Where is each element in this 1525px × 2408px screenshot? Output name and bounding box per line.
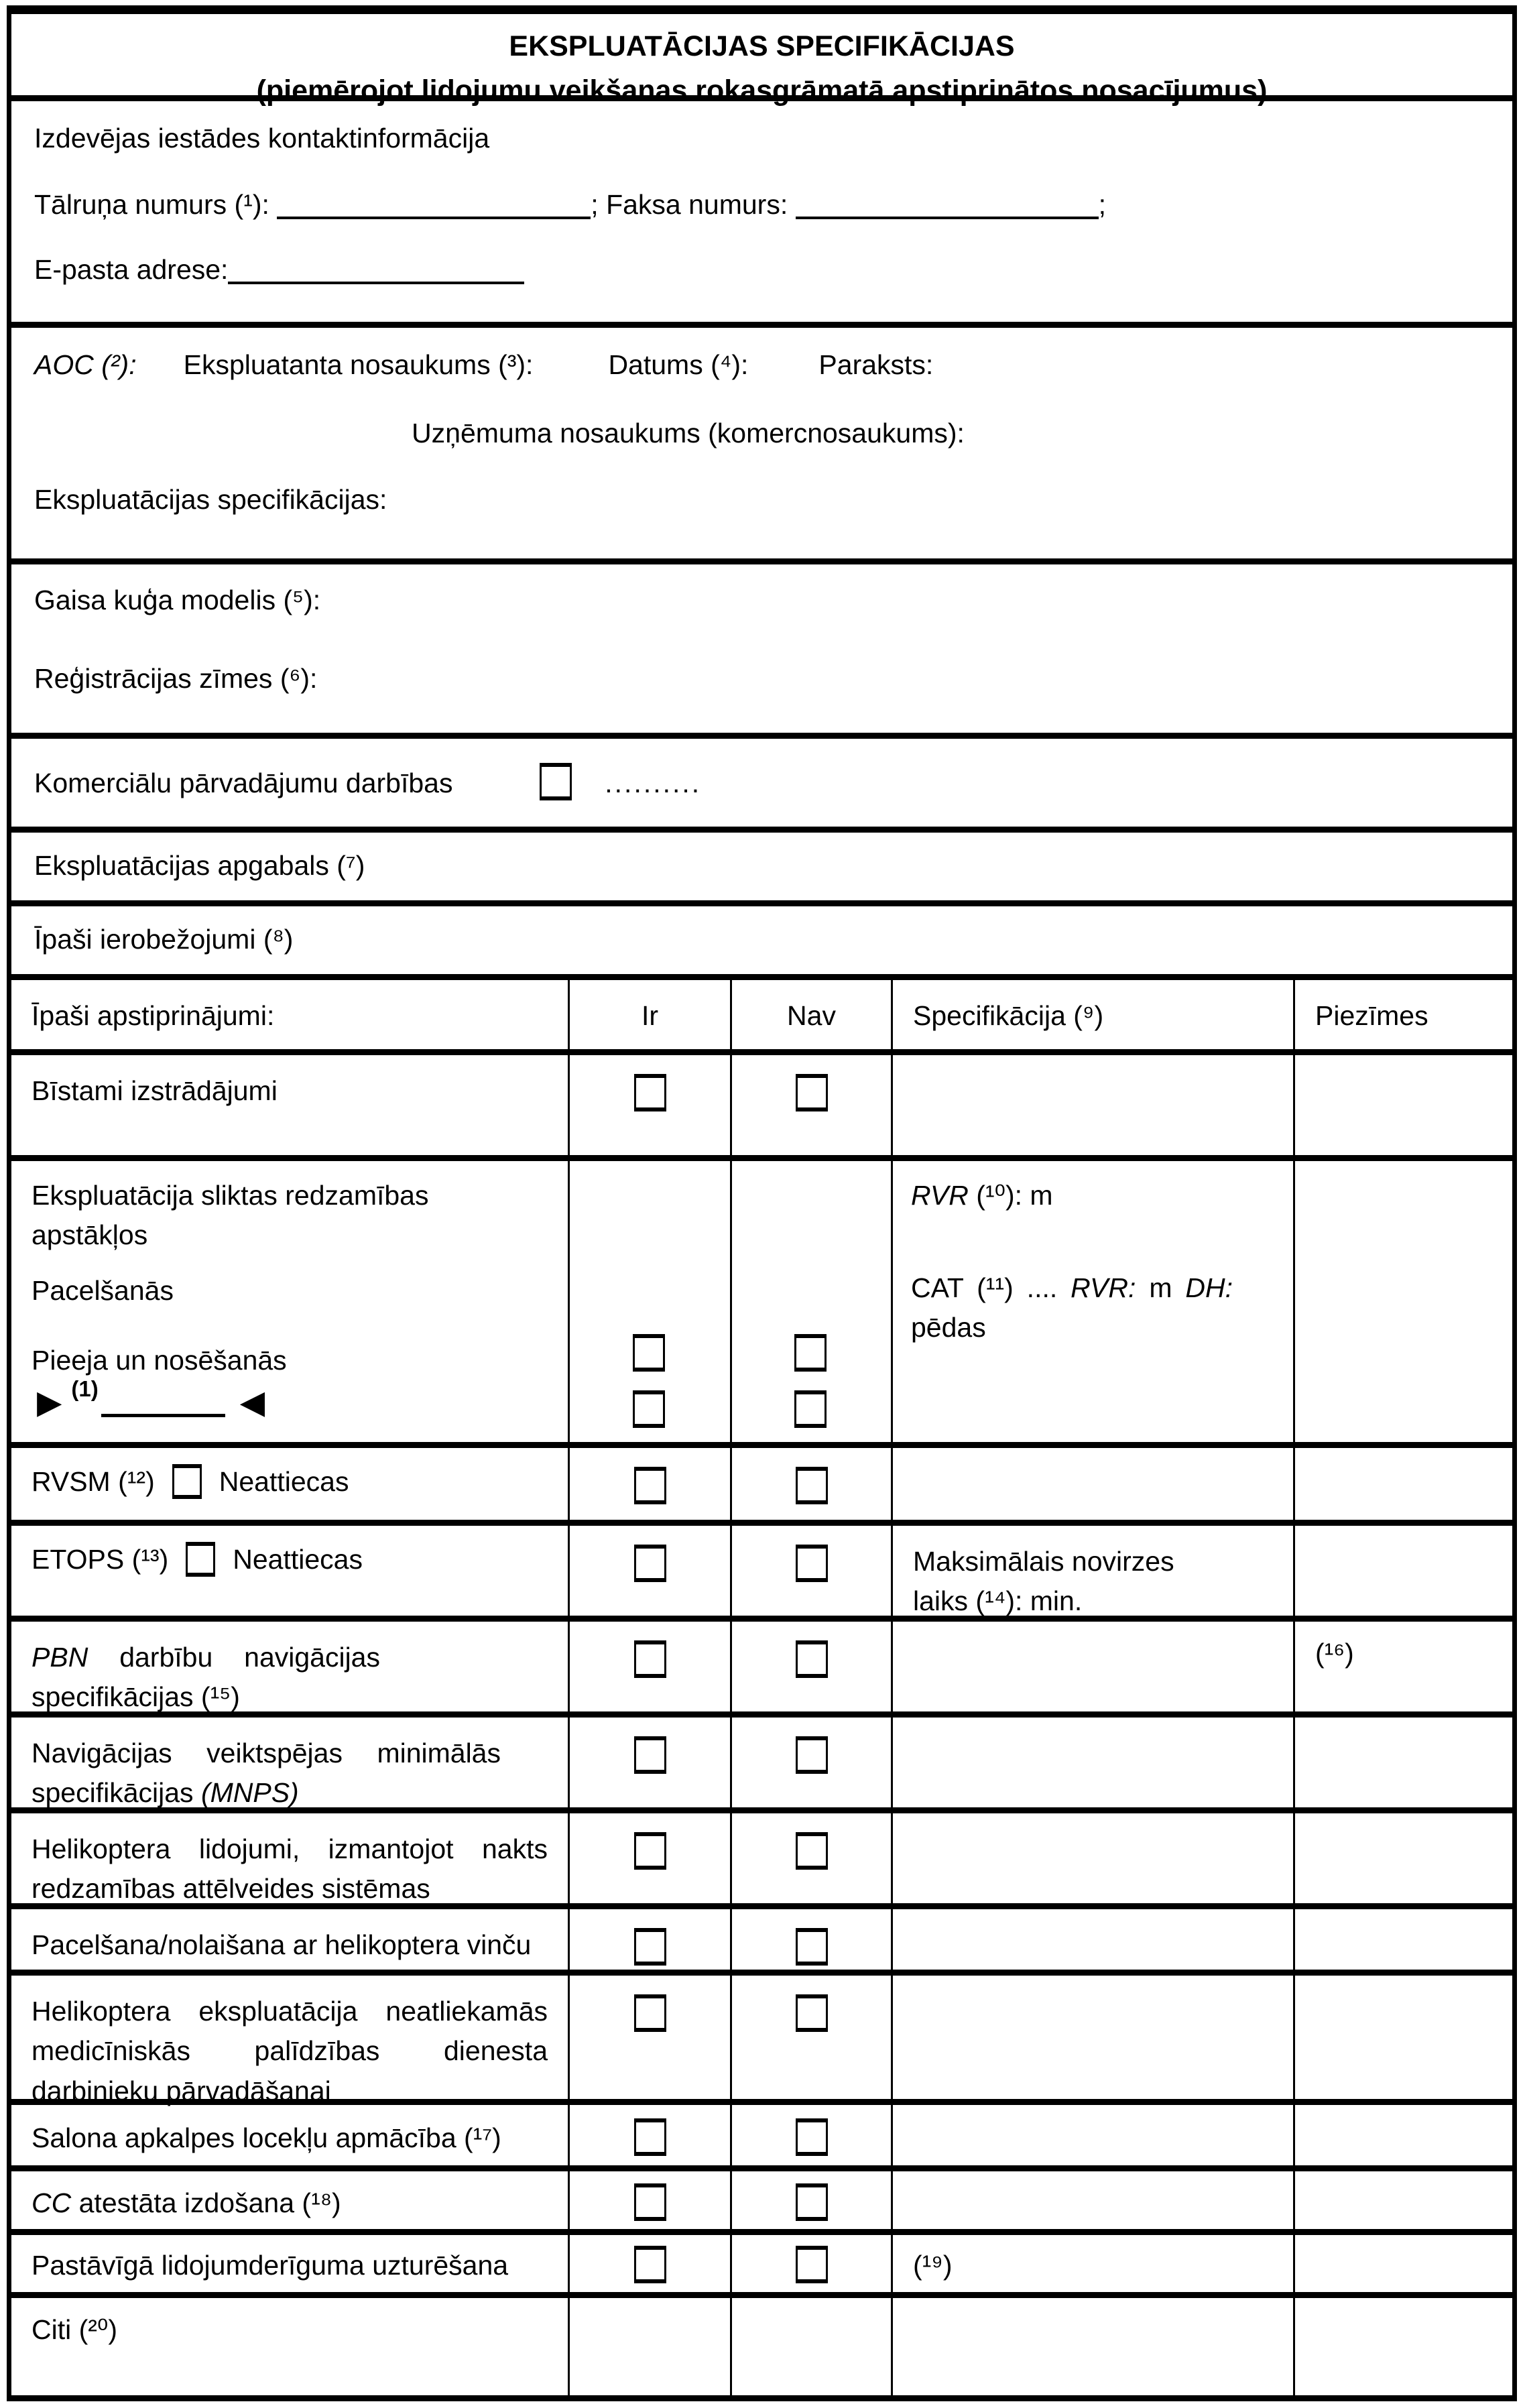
pbn-label-cell (11, 1622, 568, 1734)
approach-landing-label: Pieeja un nosēšanās (32, 1345, 287, 1376)
cc-attestation-spec (891, 2171, 1293, 2239)
row-hoist (11, 1909, 1512, 1976)
other-no-cell (730, 2298, 891, 2395)
signature-label: Paraksts: (818, 349, 934, 380)
nvis-notes (1293, 1813, 1512, 1925)
etops-spec: Maksimālais novirzes laiks (¹⁴): min. (913, 1546, 1174, 1617)
dangerous-goods-yes-checkbox[interactable] (634, 1074, 666, 1111)
etops-na-label: Neattiecas (233, 1544, 363, 1575)
etops-notes (1293, 1526, 1512, 1638)
form-header (11, 14, 1512, 107)
phone-fax-line (34, 189, 1489, 221)
fax-number-blank[interactable] (796, 194, 1099, 219)
rvsm-label: RVSM (¹²) (32, 1466, 155, 1497)
amendment-yes-checkbox[interactable] (633, 1390, 665, 1428)
column-divider (891, 1161, 893, 1442)
other-yes-cell (568, 2298, 730, 2395)
phone-number-blank[interactable] (277, 194, 591, 219)
operations-specifications-form (7, 5, 1517, 2401)
rvsm-yes-checkbox[interactable] (634, 1467, 666, 1504)
email-line (34, 254, 1489, 286)
hoist-yes-checkbox[interactable] (634, 1928, 666, 1966)
low-visibility-spec: RVR (¹⁰): m (911, 1180, 1053, 1211)
continuing-airworthiness-label: Pastāvīgā lidojumderīguma uzturēšana (32, 2250, 509, 2281)
takeoff-spec: CAT (¹¹) .... RVR: m DH: pēdas (911, 1272, 1233, 1343)
fax-end-semicolon: ; (1098, 189, 1107, 220)
rvsm-na-label: Neattiecas (219, 1466, 349, 1497)
contact-heading: Izdevējas iestādes kontaktinformācija (34, 123, 490, 154)
pbn-spec (891, 1622, 1293, 1734)
date-label: Datums (⁴): (608, 349, 749, 380)
hoist-label: Pacelšana/nolaišana ar helikoptera vinču (32, 1929, 532, 1960)
column-divider (568, 1161, 570, 1442)
aircraft-section (11, 564, 1512, 739)
dangerous-goods-no-checkbox[interactable] (796, 1074, 828, 1111)
dangerous-goods-spec (891, 1055, 1293, 1155)
fax-label: ; Faksa numurs: (591, 189, 788, 220)
mnps-no-checkbox[interactable] (796, 1736, 828, 1774)
commercial-ops-dots: .......... (605, 768, 702, 798)
col-header-approvals: Īpaši apstiprinājumi: (32, 1000, 275, 1031)
other-spec (891, 2298, 1293, 2395)
nvis-no-checkbox[interactable] (796, 1832, 828, 1870)
continuing-airworthiness-spec: (¹⁹) (891, 2235, 1293, 2301)
nvis-yes-checkbox[interactable] (634, 1832, 666, 1870)
hoist-notes (1293, 1909, 1512, 1982)
hoist-spec (891, 1909, 1293, 1982)
pbn-yes-checkbox[interactable] (634, 1640, 666, 1678)
row-rvsm (11, 1448, 1512, 1526)
continuing-airworthiness-notes (1293, 2235, 1512, 2301)
row-cc-attestation (11, 2171, 1512, 2235)
page-title: EKSPLUATĀCIJAS SPECIFIKĀCIJAS (509, 30, 1015, 62)
mnps-label-cell (11, 1718, 568, 1829)
opspecs-label: Ekspluatācijas specifikācijas: (34, 484, 387, 515)
mnps-label: Navigācijas veiktspējas minimālās specifikācijas (32, 1738, 501, 1809)
hems-yes-checkbox[interactable] (634, 1994, 666, 2032)
pbn-note: (¹⁶) (1293, 1622, 1512, 1734)
col-header-no: Nav (730, 980, 891, 1049)
email-blank[interactable] (228, 259, 524, 284)
column-divider (730, 1161, 732, 1442)
row-nvis (11, 1813, 1512, 1909)
row-other (11, 2298, 1512, 2395)
registration-marks-label: Reģistrācijas zīmes (⁶): (34, 663, 318, 694)
other-label: Citi (²⁰) (32, 2314, 118, 2345)
mnps-spec (891, 1718, 1293, 1829)
cc-attestation-yes-checkbox[interactable] (634, 2183, 666, 2221)
row-dangerous-goods (11, 1055, 1512, 1161)
nvis-label: Helikoptera lidojumi, izmantojot nakts redzamības attēlveides sistēmas (32, 1833, 548, 1905)
etops-no-checkbox[interactable] (796, 1545, 828, 1582)
mnps-label-italic: (MNPS) (200, 1777, 299, 1809)
aoc-section (11, 328, 1512, 564)
dangerous-goods-notes (1293, 1055, 1512, 1155)
aoc-label: AOC (²): (34, 349, 137, 380)
contact-section (11, 101, 1512, 328)
cabin-crew-notes (1293, 2105, 1512, 2174)
cc-attestation-label-rest: atestāta izdošana (¹⁸) (78, 2187, 341, 2218)
cc-attestation-no-checkbox[interactable] (796, 2183, 828, 2221)
dangerous-goods-label: Bīstami izstrādājumi (32, 1075, 278, 1106)
amendment-marker-close-icon: ◄ (231, 1380, 273, 1426)
amendment-marker-open-icon: ► (29, 1380, 70, 1426)
operation-area-section (11, 833, 1512, 906)
column-divider (1293, 1161, 1295, 1442)
etops-label-cell (11, 1526, 568, 1638)
hems-label: Helikoptera ekspluatācija neatliekamās medicīniskās palīdzības dienesta darbinieku pārvadāšanai (32, 1996, 548, 2106)
continuing-airworthiness-yes-checkbox[interactable] (634, 2246, 666, 2283)
row-low-visibility-group (11, 1161, 1512, 1448)
commercial-ops-checkbox[interactable] (540, 763, 572, 800)
row-mnps (11, 1718, 1512, 1813)
continuing-airworthiness-no-checkbox[interactable] (796, 2246, 828, 2283)
rvsm-notes (1293, 1448, 1512, 1520)
amendment-marker-blank[interactable] (101, 1395, 225, 1417)
email-label: E-pasta adrese: (34, 254, 229, 285)
takeoff-label: Pacelšanās (32, 1275, 174, 1306)
pbn-no-checkbox[interactable] (796, 1640, 828, 1678)
cc-attestation-label-italic: CC (32, 2187, 72, 2218)
approach-landing-no-checkbox[interactable] (794, 1334, 827, 1372)
cabin-crew-no-checkbox[interactable] (796, 2118, 828, 2156)
mnps-notes (1293, 1718, 1512, 1829)
pbn-label-italic: PBN (32, 1642, 88, 1673)
operator-name-label: Ekspluatanta nosaukums (³): (183, 349, 534, 380)
other-notes (1293, 2298, 1512, 2395)
page-subtitle: (piemērojot lidojumu veikšanas rokasgrāmatā apstiprinātos nosacījumus) (256, 74, 1268, 107)
special-limitations-section (11, 906, 1512, 980)
commercial-ops-label: Komerciālu pārvadājumu darbības (34, 768, 453, 798)
cabin-crew-label: Salona apkalpes locekļu apmācība (¹⁷) (32, 2122, 501, 2153)
commercial-ops-section (11, 739, 1512, 833)
pbn-label-rest: darbību navigācijas specifikācijas (¹⁵) (32, 1642, 380, 1713)
company-name-label: Uzņēmuma nosaukums (komercnosaukums): (412, 418, 965, 448)
cc-attestation-notes (1293, 2171, 1512, 2239)
row-continuing-airworthiness (11, 2235, 1512, 2298)
mnps-yes-checkbox[interactable] (634, 1736, 666, 1774)
etops-yes-checkbox[interactable] (634, 1545, 666, 1582)
phone-label: Tālruņa numurs (¹): (34, 189, 269, 220)
row-hems (11, 1976, 1512, 2105)
special-limitations-label: Īpaši ierobežojumi (⁸) (34, 924, 294, 955)
col-header-remarks: Piezīmes (1293, 980, 1512, 1049)
rvsm-label-cell (11, 1448, 568, 1520)
rvsm-na-checkbox[interactable] (172, 1464, 202, 1499)
special-approvals-table (11, 980, 1512, 2395)
nvis-spec (891, 1813, 1293, 1925)
aircraft-model-label: Gaisa kuģa modelis (⁵): (34, 585, 321, 615)
approach-landing-yes-checkbox[interactable] (633, 1334, 665, 1372)
col-header-specification: Specifikācija (⁹) (891, 980, 1293, 1049)
amendment-marker-ref: (1) (71, 1376, 99, 1401)
etops-label: ETOPS (¹³) (32, 1544, 169, 1575)
amendment-no-checkbox[interactable] (794, 1390, 827, 1428)
hems-no-checkbox[interactable] (796, 1994, 828, 2032)
hoist-no-checkbox[interactable] (796, 1928, 828, 1966)
col-header-yes: Ir (568, 980, 730, 1049)
rvsm-no-checkbox[interactable] (796, 1467, 828, 1504)
row-pbn (11, 1622, 1512, 1718)
low-visibility-label: Ekspluatācija sliktas redzamības apstākļos (32, 1180, 429, 1251)
row-cabin-crew-training (11, 2105, 1512, 2171)
operation-area-label: Ekspluatācijas apgabals (⁷) (34, 850, 365, 881)
aoc-row (34, 349, 1489, 381)
amendment-marker (29, 1376, 273, 1426)
etops-na-checkbox[interactable] (186, 1542, 215, 1577)
row-etops (11, 1526, 1512, 1622)
rvsm-spec (891, 1448, 1293, 1520)
cabin-crew-spec (891, 2105, 1293, 2174)
cc-attestation-label-cell (11, 2171, 568, 2239)
cabin-crew-yes-checkbox[interactable] (634, 2118, 666, 2156)
table-header-row (11, 980, 1512, 1055)
